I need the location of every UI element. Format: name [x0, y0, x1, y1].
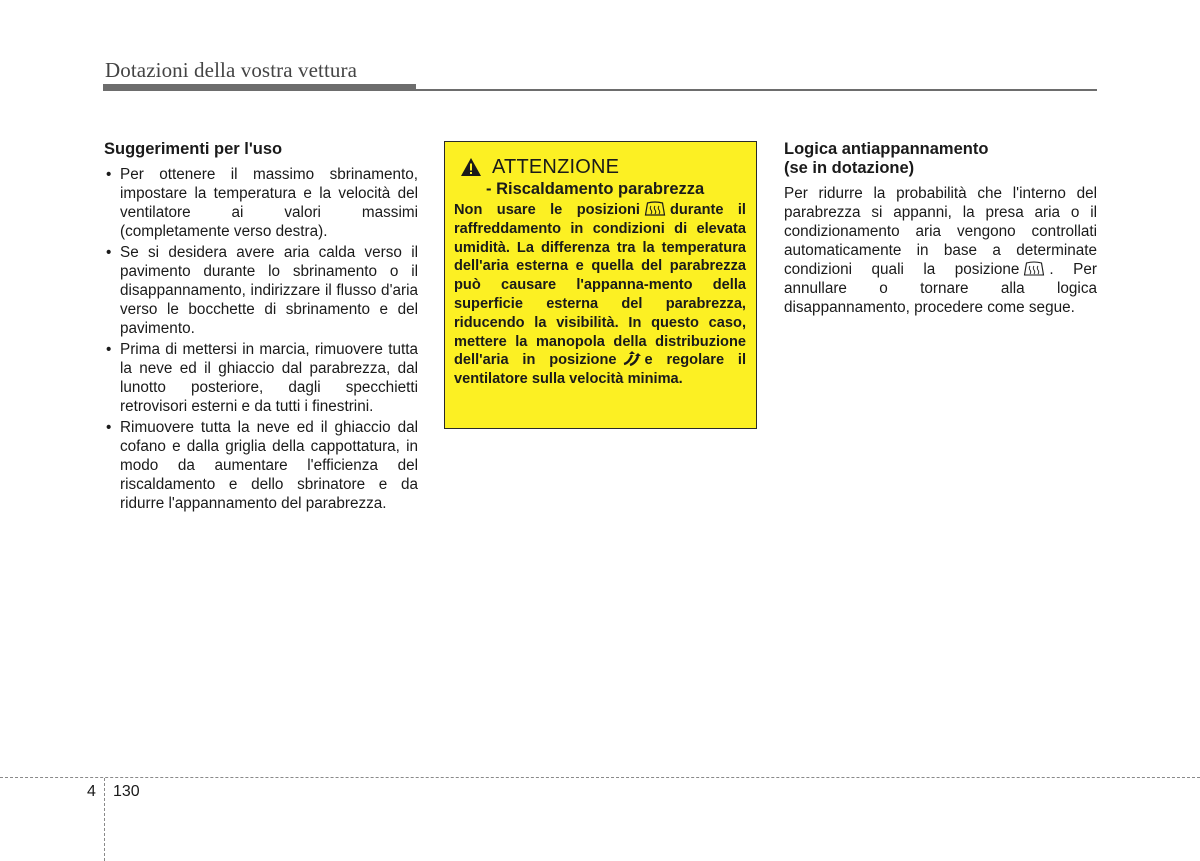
header-rule-thin	[416, 89, 1097, 91]
warning-triangle-icon	[460, 157, 482, 177]
warning-text-1: Non usare le posizioni	[454, 202, 640, 218]
chapter-number: 4	[87, 783, 96, 800]
windshield-defrost-icon	[644, 201, 666, 217]
warning-title: ATTENZIONE	[492, 156, 620, 178]
warning-header	[454, 155, 756, 179]
header-rule-thick	[103, 84, 416, 91]
list-item: • Prima di mettersi in marcia, rimuovere tutta la neve ed il ghiaccio dal parabrezza, dal lunotto posteriore, dagli specchietti retrovisori esterni e da tutti i finestrini.	[104, 340, 418, 416]
defog-title-line2: (se in dotazione)	[784, 159, 915, 177]
defog-logic-title	[784, 140, 1097, 178]
windshield-defrost-icon	[1023, 261, 1045, 277]
warning-text-2: durante il raffreddamento in condizioni di elevata umidità. La differenza tra la temperatura dell'aria esterna e quella del parabrezza può causare l'appanna-mento della superficie esterna del parabrezza, riducendo la visibilità. In questo caso, mettere la manopola della distribuzione dell'aria in posizione	[454, 202, 746, 369]
warning-text-3: e regolare il ventilatore sulla velocità minima.	[454, 352, 746, 388]
warning-body	[454, 201, 746, 389]
usage-tips-title: Suggerimenti per l'uso	[104, 140, 283, 158]
usage-tips-list	[104, 165, 418, 513]
page-number: 130	[113, 783, 140, 800]
list-item: • Rimuovere tutta la neve ed il ghiaccio dal cofano e dalla griglia della cappottatura, in modo da aumentare l'efficienza del riscaldamento e dello sbrinatore e da ridurre l'appannamento del parabrezza.	[104, 418, 418, 513]
defog-text-1: Per ridurre la probabilità che l'interno del parabrezza si appanni, la presa aria o il condizionamento aria vengono controllati automaticamente in base a determinate condizioni quali la posizione	[784, 185, 1097, 278]
defog-title-line1: Logica antiappannamento	[784, 140, 989, 158]
defog-logic-body	[784, 184, 1097, 317]
warning-box	[444, 141, 757, 429]
warning-subtitle: - Riscaldamento parabrezza	[486, 180, 705, 198]
list-item: • Per ottenere il massimo sbrinamento, impostare la temperatura e la velocità del ventilatore ai valori massimi (completamente verso destra).	[104, 165, 418, 241]
footer-vertical-rule	[104, 778, 105, 861]
floor-airflow-icon	[621, 351, 641, 367]
footer-rule	[0, 777, 1200, 778]
list-item: • Se si desidera avere aria calda verso il pavimento durante lo sbrinamento o il disappannamento, indirizzare il flusso d'aria verso le bocchette di sbrinamento e del pavimento.	[104, 243, 418, 338]
defog-text-2: . Per annullare o tornare alla logica disappannamento, procedere come segue.	[784, 261, 1097, 316]
page-header-title: Dotazioni della vostra vettura	[105, 58, 357, 82]
usage-tips-section	[104, 140, 418, 515]
defog-logic-section	[784, 140, 1097, 317]
